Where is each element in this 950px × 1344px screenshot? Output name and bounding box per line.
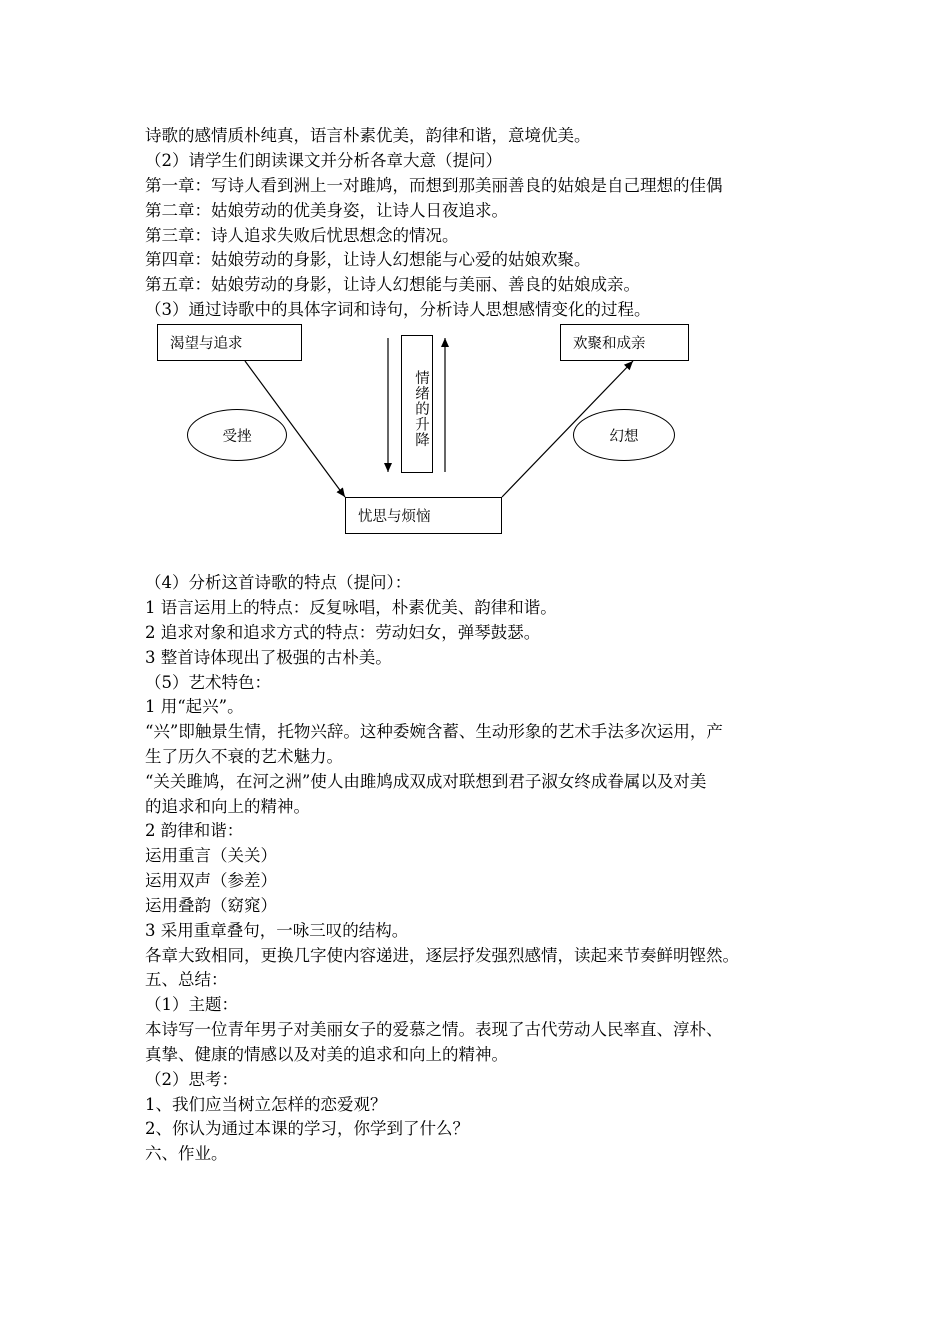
box-worry-distress: 忧思与烦恼 [345,497,502,534]
paragraph-line: 第二章：姑娘劳动的优美身姿，让诗人日夜追求。 [145,201,508,220]
paragraph-line: （3）通过诗歌中的具体字词和诗句，分析诗人思想感情变化的过程。 [145,300,651,319]
paragraph-line: 2、你认为通过本课的学习，你学到了什么？ [145,1119,469,1138]
paragraph-line: 诗歌的感情质朴纯真，语言朴素优美，韵律和谐，意境优美。 [145,126,591,145]
paragraph-line: 五、总结： [145,970,228,989]
paragraph-line: 本诗写一位青年男子对美丽女子的爱慕之情。表现了古代劳动人民率直、淳朴、 [145,1020,723,1039]
paragraph-line: 2 追求对象和追求方式的特点：劳动妇女，弹琴鼓瑟。 [145,623,541,642]
paragraph-line: 第五章：姑娘劳动的身影，让诗人幻想能与美丽、善良的姑娘成亲。 [145,275,640,294]
paragraph-line: 第一章：写诗人看到洲上一对雎鸠，而想到那美丽善良的姑娘是自己理想的佳偶 [145,176,723,195]
paragraph-line: 的追求和向上的精神。 [145,797,310,816]
paragraph-line: 1、我们应当树立怎样的恋爱观？ [145,1095,387,1114]
diagram-connectors [0,0,950,560]
paragraph-line: 各章大致相同，更换几字使内容递进，逐层抒发强烈感情，读起来节奏鲜明铿然。 [145,946,739,965]
ellipse-setback: 受挫 [187,409,287,461]
paragraph-line: 第四章：姑娘劳动的身影，让诗人幻想能与心爱的姑娘欢聚。 [145,250,591,269]
paragraph-line: 生了历久不衰的艺术魅力。 [145,747,343,766]
paragraph-line: 3 采用重章叠句，一咏三叹的结构。 [145,921,409,940]
box-reunion-marriage: 欢聚和成亲 [560,324,689,361]
paragraph-line: 六、作业。 [145,1144,228,1163]
paragraph-line: 2 韵律和谐： [145,821,244,840]
paragraph-line: 1 语言运用上的特点：反复咏唱，朴素优美、韵律和谐。 [145,598,557,617]
paragraph-line: 3 整首诗体现出了极强的古朴美。 [145,648,392,667]
paragraph-line: （4）分析这首诗歌的特点（提问）： [145,573,412,592]
paragraph-line: 第三章：诗人追求失败后忧思想念的情况。 [145,226,459,245]
paragraph-line: 运用重言（关关） [145,846,277,865]
emotion-rise-fall-label: 情绪的升降 [401,335,433,473]
box-desire-pursuit: 渴望与追求 [157,324,302,361]
paragraph-line: （5）艺术特色： [145,673,271,692]
paragraph-line: “关关雎鸠，在河之洲”使人由雎鸠成双成对联想到君子淑女终成眷属以及对美 [145,772,707,791]
paragraph-line: （2）思考： [145,1070,238,1089]
paragraph-line: 1 用“起兴”。 [145,697,244,716]
paragraph-line: （1）主题： [145,995,238,1014]
paragraph-line: （2）请学生们朗读课文并分析各章大意（提问） [145,151,502,170]
paragraph-line: 真挚、健康的情感以及对美的追求和向上的精神。 [145,1045,508,1064]
paragraph-line: 运用双声（参差） [145,871,277,890]
ellipse-fantasy: 幻想 [573,409,675,461]
paragraph-line: “兴”即触景生情，托物兴辞。这种委婉含蓄、生动形象的艺术手法多次运用，产 [145,722,723,741]
paragraph-line: 运用叠韵（窈窕） [145,896,277,915]
